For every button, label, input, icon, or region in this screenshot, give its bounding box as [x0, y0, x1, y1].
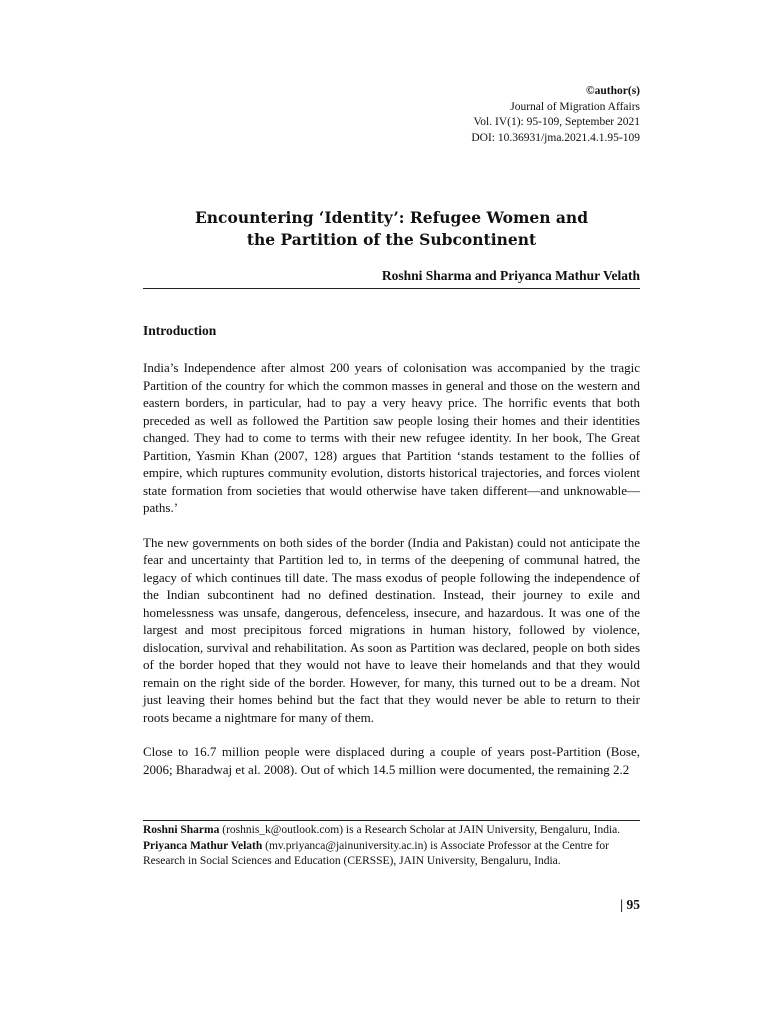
title-line-1: Encountering ‘Identity’: Refugee Women and [194, 208, 589, 227]
article-body [143, 359, 640, 795]
title-divider [143, 288, 640, 289]
footnote-author-1 [143, 823, 640, 839]
footnote-author-2-text: (mv.priyanca@jainuniversity.ac.in) is Associate Professor at the Centre for Research in Social Sciences and Education (CERSSE), JAIN University, Bengaluru, India. [143, 839, 609, 867]
author-footnotes [143, 823, 640, 870]
title-line-2: the Partition of the Subcontinent [246, 230, 537, 249]
journal-doi: DOI: 10.36931/jma.2021.4.1.95-109 [471, 131, 640, 144]
article-authors: Roshni Sharma and Priyanca Mathur Velath [381, 268, 640, 283]
journal-volume: Vol. IV(1): 95-109, September 2021 [473, 116, 640, 128]
footnote-divider [143, 820, 640, 821]
footnote-author-1-name: Roshni Sharma [143, 824, 220, 836]
page-number: | 95 [620, 897, 640, 912]
footnote-author-2 [143, 839, 640, 870]
paragraph-1: India’s Independence after almost 200 years of colonisation was accompanied by the tragic Partition of the country for which the common masses in general and those on the western and eastern borders, in particular, had to pay a very heavy price. The horrific events that both preceded as well as followed the Partition saw people losing their homes and their identities changed. They had to come to terms with their new refugee identity. In her book, The Great Partition, Yasmin Khan (2007, 128) argues that Partition ‘stands testament to the follies of empire, which ruptures community evolution, distorts historical trajectories, and forces violent state formation from societies that would otherwise have taken different—and unknowable—paths.’ [143, 360, 640, 515]
paragraph-3: Close to 16.7 million people were displaced during a couple of years post-Partition (Bose, 2006; Bharadwaj et al. 2008). Out of which 14.5 million were documented, the remaining 2.2 [143, 744, 640, 777]
footnote-author-1-text: (roshnis_k@outlook.com) is a Research Scholar at JAIN University, Bengaluru, India. [219, 824, 621, 836]
section-heading: Introduction [143, 323, 217, 338]
footnote-author-2-name: Priyanca Mathur Velath [143, 839, 263, 852]
journal-name: Journal of Migration Affairs [510, 100, 640, 113]
paragraph-2: The new governments on both sides of the border (India and Pakistan) could not anticipate the fear and uncertainty that Partition led to, in terms of the deepening of communal hatred, the legacy of which continues till date. The mass exodus of people following the independence of the Indian subcontinent had no defined destination. Instead, their journey to exile and homelessness was unsafe, dangerous, defenceless, insecure, and hazardous. It was one of the largest and most precipitous forced migrations in human history, followed by violence, dislocation, survival and rehabilitation. As soon as Partition was declared, people on both sides of the border hoped that they would not have to leave their homelands and that they would remain on the right side of the border. However, for many, this turned out to be a dream. Not just leaving their homes behind but the fact that they would never be able to return to their roots became a nightmare for many of them. [143, 534, 640, 725]
journal-meta [471, 84, 640, 146]
article-title [143, 207, 640, 251]
author-mark: ©author(s) [586, 85, 640, 97]
